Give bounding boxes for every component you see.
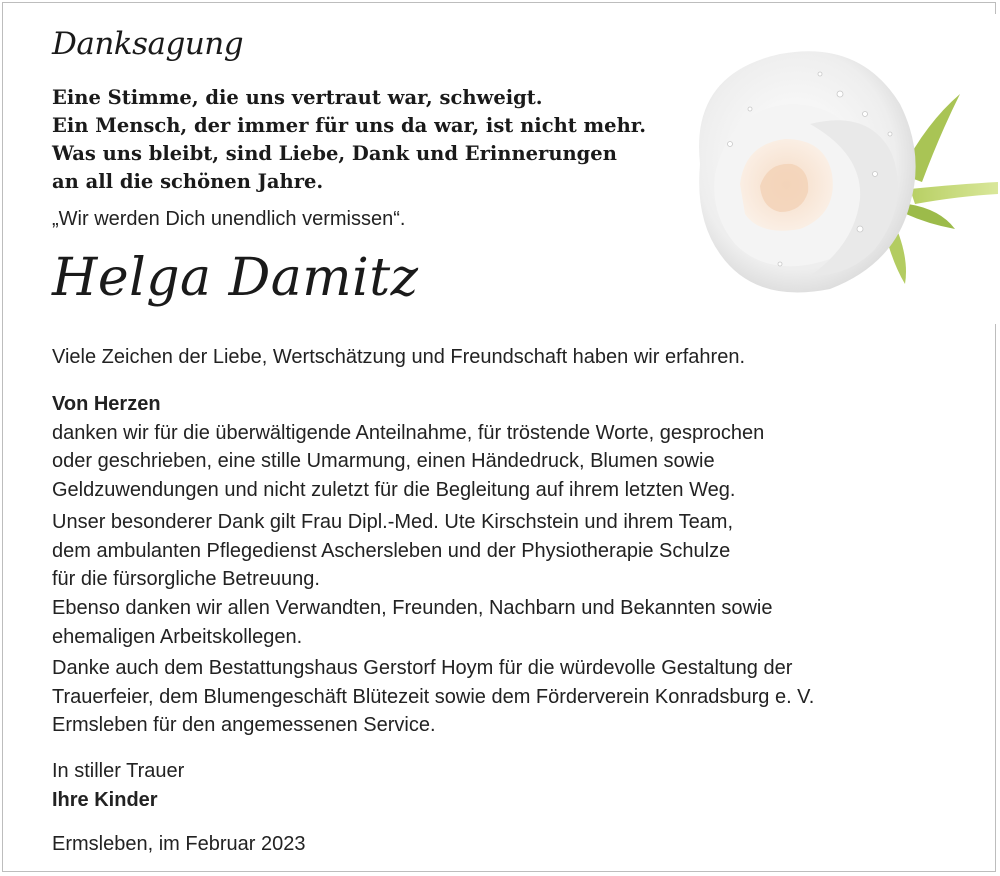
- thanks-line: oder geschrieben, eine stille Umarmung, einen Händedruck, Blumen sowie: [52, 450, 715, 472]
- special-line: Unser besonderer Dank gilt Frau Dipl.-Med. Ute Kirschstein und ihrem Team,: [52, 511, 734, 533]
- heading-danksagung: Danksagung: [52, 26, 244, 62]
- poem-line: an all die schönen Jahre.: [52, 170, 324, 193]
- funeral-line: Ermsleben für den angemessenen Service.: [52, 714, 436, 736]
- mourning-text: In stiller Trauer: [52, 760, 185, 782]
- white-rose-image: [660, 14, 1000, 324]
- funeral-thanks-block: [52, 654, 814, 740]
- signature: Ihre Kinder: [52, 788, 158, 811]
- place-date: Ermsleben, im Februar 2023: [52, 833, 306, 855]
- also-thanks-block: [52, 594, 772, 651]
- thanks-block: [52, 390, 764, 504]
- also-line: Ebenso danken wir allen Verwandten, Freunden, Nachbarn und Bekannten sowie: [52, 597, 773, 619]
- deceased-name: Helga Damitz: [52, 248, 419, 308]
- intro-text: Viele Zeichen der Liebe, Wertschätzung und Freundschaft haben wir erfahren.: [52, 346, 746, 368]
- poem-line: Eine Stimme, die uns vertraut war, schweigt.: [52, 86, 543, 109]
- poem-line: Was uns bleibt, sind Liebe, Dank und Erinnerungen: [52, 142, 617, 165]
- thanks-heading: Von Herzen: [52, 393, 161, 415]
- poem: [52, 84, 646, 196]
- mourning-block: [52, 757, 184, 814]
- funeral-line: Danke auch dem Bestattungshaus Gerstorf Hoym für die würdevolle Gestaltung der: [52, 657, 793, 679]
- thanks-line: Geldzuwendungen und nicht zuletzt für die Begleitung auf ihrem letzten Weg.: [52, 478, 736, 501]
- special-line: dem ambulanten Pflegedienst Aschersleben und der Physiotherapie Schulze: [52, 539, 731, 562]
- funeral-line: Trauerfeier, dem Blumengeschäft Blütezeit sowie dem Förderverein Konradsburg e. V.: [52, 685, 815, 708]
- special-line: für die fürsorgliche Betreuung.: [52, 568, 320, 590]
- also-line: ehemaligen Arbeitskollegen.: [52, 625, 303, 648]
- thanks-line: danken wir für die überwältigende Anteilnahme, für tröstende Worte, gesprochen: [52, 421, 765, 444]
- quote: „Wir werden Dich unendlich vermissen“.: [52, 208, 406, 230]
- poem-line: Ein Mensch, der immer für uns da war, ist nicht mehr.: [52, 114, 647, 137]
- special-thanks-block: [52, 508, 733, 594]
